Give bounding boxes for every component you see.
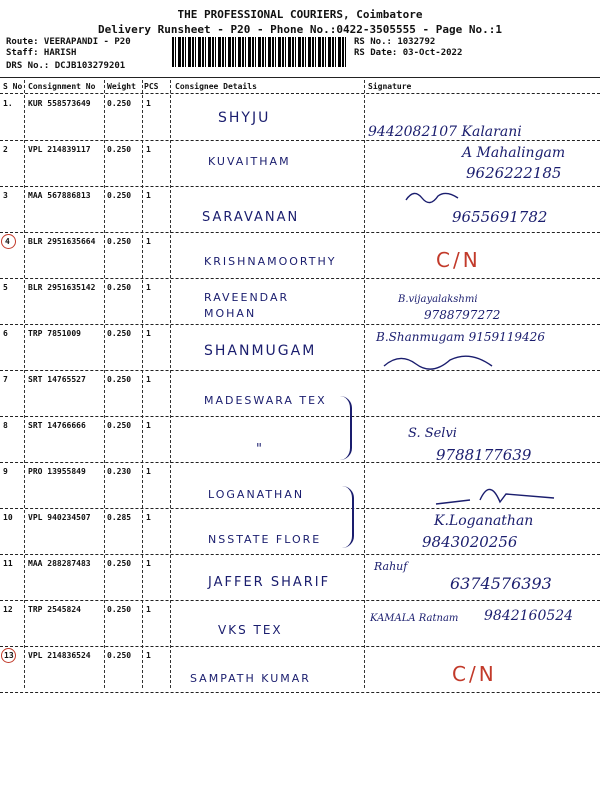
row-sno: 6 xyxy=(3,329,8,338)
col-header-signature: Signature xyxy=(368,82,412,91)
consignee-name: " xyxy=(256,442,264,457)
table-header-divider xyxy=(0,93,600,94)
row-sno: 12 xyxy=(3,605,13,614)
row-sno: 10 xyxy=(3,513,13,522)
row-sno: 1. xyxy=(3,99,13,108)
staff-label: Staff: HARISH xyxy=(6,48,77,58)
row-consignment-no: SRT 14766666 xyxy=(28,421,86,430)
signature-text: K.Loganathan xyxy=(434,513,534,529)
signature-text: 9626222185 xyxy=(466,164,562,182)
signature-text: 6374576393 xyxy=(450,574,552,593)
signature-text: B.vijayalakshmi xyxy=(398,294,478,305)
row-weight: 0.250 xyxy=(107,329,132,338)
row-weight: 0.230 xyxy=(107,467,132,476)
col-header-pcs: PCS xyxy=(144,82,159,91)
signature-text: 9788177639 xyxy=(436,446,532,464)
row-consignment-no: VPL 214839117 xyxy=(28,145,91,154)
bracket-mark xyxy=(342,486,354,548)
row-consignment-no: PRO 13955849 xyxy=(28,467,86,476)
row-sno: 9 xyxy=(3,467,8,476)
row-sno: 4 xyxy=(5,237,10,246)
consignee-name: NSSTATE FLORE xyxy=(208,533,322,546)
red-circle-mark xyxy=(1,648,16,663)
route-label: Route: VEERAPANDI - P20 xyxy=(6,37,131,47)
row-weight: 0.250 xyxy=(107,283,132,292)
consignee-name: KUVAITHAM xyxy=(208,155,291,168)
row-consignment-no: BLR 2951635142 xyxy=(28,283,96,292)
row-divider xyxy=(0,186,600,187)
col-divider xyxy=(24,80,25,688)
signature-text: 9655691782 xyxy=(452,208,548,226)
consignee-name: SAMPATH KUMAR xyxy=(190,672,311,685)
signature-text: B.Shanmugam 9159119426 xyxy=(376,330,545,344)
row-pcs: 1 xyxy=(146,191,151,200)
row-divider xyxy=(0,600,600,601)
row-sno: 11 xyxy=(3,559,13,568)
row-consignment-no: MAA 567886813 xyxy=(28,191,91,200)
signature-text: S. Selvi xyxy=(408,426,457,441)
row-consignment-no: MAA 288287483 xyxy=(28,559,91,568)
consignee-name: JAFFER SHARIF xyxy=(208,575,331,590)
row-sno: 2 xyxy=(3,145,8,154)
row-pcs: 1 xyxy=(146,513,151,522)
col-divider xyxy=(170,80,171,688)
row-consignment-no: VPL 214836524 xyxy=(28,651,91,660)
signature-scribble xyxy=(430,476,560,510)
signature-text: 9842160524 xyxy=(484,608,574,624)
col-divider xyxy=(364,80,365,688)
consignee-name: RAVEENDAR MOHAN xyxy=(204,291,290,320)
signature-text: A Mahalingam xyxy=(462,145,566,161)
col-divider xyxy=(104,80,105,688)
row-pcs: 1 xyxy=(146,421,151,430)
consignee-name: MADESWARA TEX xyxy=(204,394,327,407)
row-pcs: 1 xyxy=(146,605,151,614)
row-pcs: 1 xyxy=(146,237,151,246)
bracket-mark xyxy=(338,396,352,460)
row-weight: 0.250 xyxy=(107,605,132,614)
row-consignment-no: TRP 2545824 xyxy=(28,605,81,614)
col-divider xyxy=(142,80,143,688)
row-sno: 13 xyxy=(4,651,14,660)
runsheet-title: THE PROFESSIONAL COURIERS, Coimbatore xyxy=(177,8,423,21)
consignee-name: SHANMUGAM xyxy=(204,343,317,359)
signature-text: Rahuf xyxy=(374,560,408,573)
row-sno: 5 xyxy=(3,283,8,292)
runsheet-subtitle: Delivery Runsheet - P20 - Phone No.:0422-3505555 - Page No.:1 xyxy=(98,23,502,36)
row-divider xyxy=(0,370,600,371)
row-divider xyxy=(0,692,600,693)
signature-text: 9788797272 xyxy=(424,308,501,322)
row-sno: 3 xyxy=(3,191,8,200)
consignee-name: VKS TEX xyxy=(218,623,283,637)
drs-label: DRS No.: DCJB103279201 xyxy=(6,61,126,71)
row-weight: 0.250 xyxy=(107,191,132,200)
col-header-sno: S No xyxy=(3,82,23,91)
consignee-name: LOGANATHAN xyxy=(208,488,305,501)
row-consignment-no: VPL 940234507 xyxy=(28,513,91,522)
row-divider xyxy=(0,232,600,233)
consignee-name: KRISHNAMOORTHY xyxy=(204,255,337,268)
signature-scribble xyxy=(402,186,462,208)
table-top-border xyxy=(0,77,600,78)
row-weight: 0.285 xyxy=(107,513,132,522)
col-header-consignment: Consignment No xyxy=(28,82,96,91)
row-weight: 0.250 xyxy=(107,421,132,430)
consignee-name: SARAVANAN xyxy=(202,210,300,225)
row-divider xyxy=(0,324,600,325)
row-pcs: 1 xyxy=(146,375,151,384)
row-sno: 7 xyxy=(3,375,8,384)
row-pcs: 1 xyxy=(146,651,151,660)
row-consignment-no: KUR 558573649 xyxy=(28,99,91,108)
consignee-name: SHYJU xyxy=(218,110,271,126)
row-divider xyxy=(0,140,600,141)
col-header-consignee: Consignee Details xyxy=(175,82,257,91)
signature-text: KAMALA Ratnam xyxy=(370,613,459,624)
cin-stamp-text: C/N xyxy=(436,248,481,272)
row-divider xyxy=(0,416,600,417)
rs-date: RS Date: 03-Oct-2022 xyxy=(354,48,463,58)
row-divider xyxy=(0,278,600,279)
row-weight: 0.250 xyxy=(107,99,132,108)
row-weight: 0.250 xyxy=(107,559,132,568)
row-sno: 8 xyxy=(3,421,8,430)
row-pcs: 1 xyxy=(146,99,151,108)
row-pcs: 1 xyxy=(146,283,151,292)
row-pcs: 1 xyxy=(146,329,151,338)
rs-number: RS No.: 1032792 xyxy=(354,37,436,47)
row-pcs: 1 xyxy=(146,559,151,568)
signature-text: 9442082107 Kalarani xyxy=(368,124,522,140)
row-weight: 0.250 xyxy=(107,237,132,246)
cin-stamp-text: C/N xyxy=(452,662,497,686)
row-consignment-no: BLR 2951635664 xyxy=(28,237,96,246)
col-header-weight: Weight xyxy=(107,82,136,91)
row-pcs: 1 xyxy=(146,145,151,154)
signature-text: 9843020256 xyxy=(422,533,518,551)
barcode-image xyxy=(172,37,346,67)
red-circle-mark xyxy=(1,234,16,249)
row-pcs: 1 xyxy=(146,467,151,476)
row-divider xyxy=(0,646,600,647)
signature-scribble xyxy=(380,346,500,374)
row-consignment-no: TRP 7851009 xyxy=(28,329,81,338)
row-weight: 0.250 xyxy=(107,145,132,154)
row-weight: 0.250 xyxy=(107,651,132,660)
row-consignment-no: SRT 14765527 xyxy=(28,375,86,384)
row-weight: 0.250 xyxy=(107,375,132,384)
row-divider xyxy=(0,554,600,555)
